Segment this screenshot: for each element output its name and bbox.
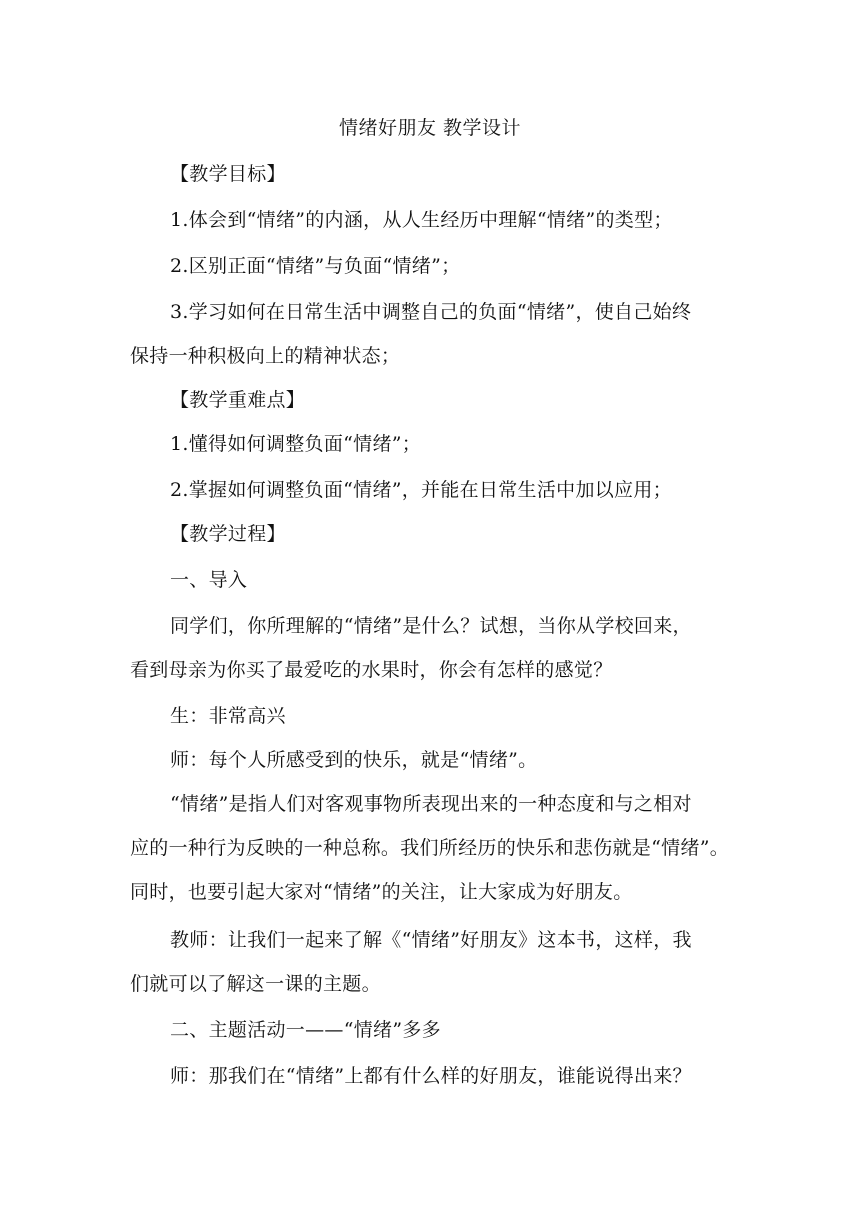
- paragraph-line: 同学们，你所理解的“情绪”是什么？试想，当你从学校回来，: [170, 615, 692, 637]
- subsection-heading-activity-one: 二、主题活动一——“情绪”多多: [170, 1019, 441, 1041]
- paragraph-line: 2.区别正面“情绪”与负面“情绪”；: [170, 255, 461, 277]
- document-title: 情绪好朋友 教学设计: [338, 117, 522, 139]
- section-heading-teaching-process: 【教学过程】: [170, 523, 286, 545]
- paragraph-line: 生：非常高兴: [170, 705, 286, 727]
- section-heading-key-points: 【教学重难点】: [170, 389, 306, 411]
- paragraph-line: 1.体会到“情绪”的内涵，从人生经历中理解“情绪”的类型；: [170, 209, 673, 231]
- paragraph-line: 教师：让我们一起来了解《“情绪”好朋友》这本书，这样，我: [170, 929, 692, 951]
- subsection-heading-intro: 一、导入: [170, 569, 248, 591]
- paragraph-line: 同时，也要引起大家对“情绪”的关注，让大家成为好朋友。: [130, 881, 633, 903]
- paragraph-line: 保持一种积极向上的精神状态；: [130, 345, 401, 367]
- paragraph-line: 看到母亲为你买了最爱吃的水果时，你会有怎样的感觉？: [130, 659, 613, 681]
- paragraph-line: 师：那我们在“情绪”上都有什么样的好朋友，谁能说得出来？: [170, 1065, 692, 1087]
- section-heading-teaching-goals: 【教学目标】: [170, 163, 286, 185]
- paragraph-line: 应的一种行为反映的一种总称。我们所经历的快乐和悲伤就是“情绪”。: [130, 837, 730, 859]
- paragraph-line: 师：每个人所感受到的快乐，就是“情绪”。: [170, 749, 538, 771]
- paragraph-line: 1.懂得如何调整负面“情绪”；: [170, 433, 422, 455]
- paragraph-line: 们就可以了解这一课的主题。: [130, 973, 381, 995]
- paragraph-line: 2.掌握如何调整负面“情绪”，并能在日常生活中加以应用；: [170, 479, 672, 501]
- paragraph-line: 3.学习如何在日常生活中调整自己的负面“情绪”，使自己始终: [170, 301, 692, 323]
- paragraph-line: “情绪”是指人们对客观事物所表现出来的一种态度和与之相对: [170, 793, 692, 815]
